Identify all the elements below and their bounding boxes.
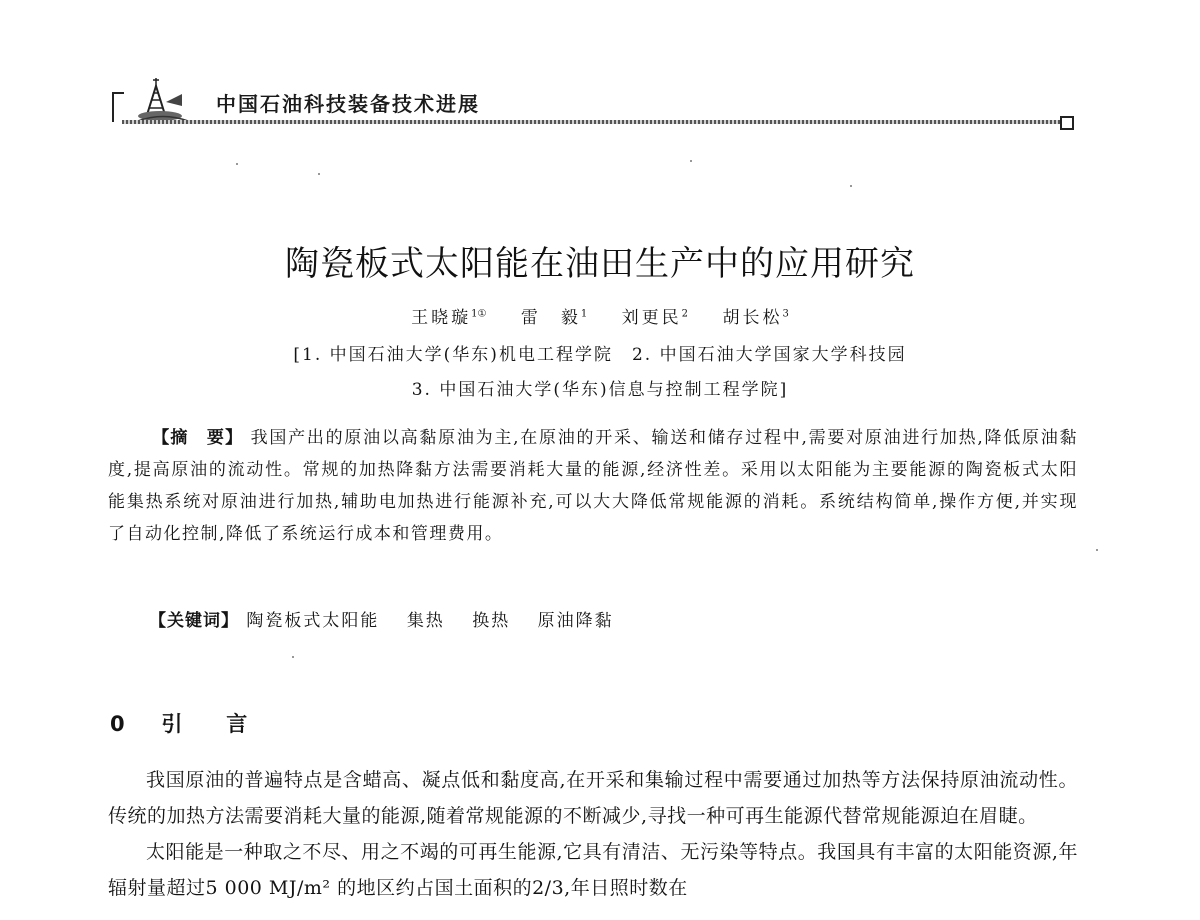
header-frame-corner [112, 92, 124, 122]
paragraph: 我国原油的普遍特点是含蜡高、凝点低和黏度高,在开采和集输过程中需要通过加热等方法保持原油流动性。传统的加热方法需要消耗大量的能源,随着常规能源的不断减少,寻找一种可再生能源代替常规能源迫在眉睫。 [108, 769, 1078, 827]
keyword: 换热 [472, 611, 511, 631]
section-heading [110, 708, 291, 738]
abstract-text: 我国产出的原油以高黏原油为主,在原油的开采、输送和储存过程中,需要对原油进行加热,降低原油黏度,提高原油的流动性。常规的加热降黏方法需要消耗大量的能源,经济性差。采用以太阳能为主要能源的陶瓷板式太阳能集热系统对原油进行加热,辅助电加热进行能源补充,可以大大降低常规能源的消耗。系统结构简单,操作方便,并实现了自动化控制,降低了系统运行成本和管理费用。 [108, 428, 1078, 544]
journal-header [112, 70, 1076, 136]
section-number: 0 [110, 712, 125, 736]
author: 王晓璇$^{1①}$ [411, 308, 487, 328]
keyword: 陶瓷板式太阳能 [246, 611, 380, 631]
abstract [108, 422, 1078, 550]
abstract-label: 【摘 要】 [152, 428, 244, 448]
author: 胡长松$^3$ [722, 308, 789, 328]
affiliation-line: 3. 中国石油大学(华东)信息与控制工程学院] [411, 380, 789, 400]
keyword: 集热 [406, 611, 445, 631]
oil-derrick-logo-icon [136, 72, 190, 124]
header-corner-box [1060, 116, 1074, 130]
keyword: 原油降黏 [537, 611, 614, 631]
paragraph: 太阳能是一种取之不尽、用之不竭的可再生能源,它具有清洁、无污染等特点。我国具有丰富的太阳能资源,年辐射量超过5 000 MJ/m² 的地区约占国土面积的2/3,年日照时数在 [108, 841, 1078, 899]
header-rule [122, 120, 1064, 124]
author: 雷 毅$^1$ [520, 308, 588, 328]
author: 刘更民$^2$ [621, 308, 689, 328]
journal-name: 中国石油科技装备技术进展 [216, 92, 480, 116]
body-text [108, 762, 1078, 906]
section-title: 引言 [161, 712, 292, 736]
article-title: 陶瓷板式太阳能在油田生产中的应用研究 [285, 244, 915, 284]
keywords [149, 606, 634, 631]
author-list [0, 303, 1200, 328]
keywords-label: 【关键词】 [149, 611, 239, 631]
affiliation-line: [1. 中国石油大学(华东)机电工程学院 2. 中国石油大学国家大学科技园 [293, 345, 907, 365]
